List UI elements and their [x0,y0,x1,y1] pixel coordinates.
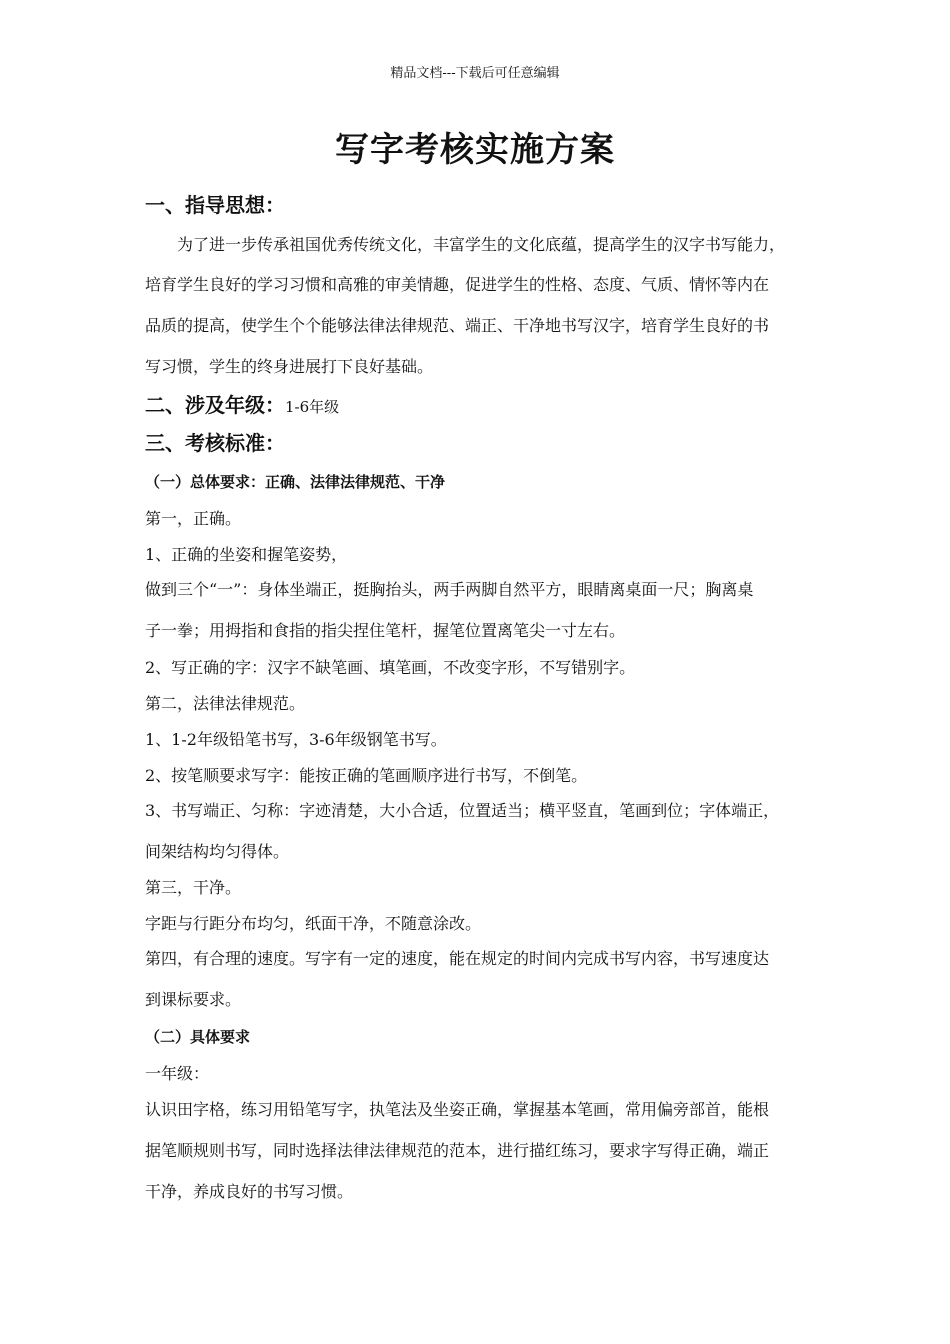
paragraph-line: 品质的提高，使学生个个能够法律法律规范、端正、干净地书写汉字，培育学生良好的书 [145,316,770,335]
paragraph-line: 2、写正确的字：汉字不缺笔画、填笔画，不改变字形，不写错别字。 [145,658,636,677]
section-heading-guiding-thought: 一、指导思想： [145,193,285,217]
subheading-overall-requirements: （一）总体要求：正确、法律法律规范、干净 [145,473,446,491]
subheading-specific-requirements: （二）具体要求 [145,1028,251,1046]
paragraph-line: 子一拳；用拇指和食指的指尖捏住笔杆，握笔位置离笔尖一寸左右。 [145,621,626,640]
paragraph-line: 为了进一步传承祖国优秀传统文化，丰富学生的文化底蕴，提高学生的汉字书写能力， [177,235,786,254]
paragraph-line: 第四，有合理的速度。写字有一定的速度，能在规定的时间内完成书写内容，书写速度达 [145,949,770,968]
document-title: 写字考核实施方案 [335,130,615,170]
paragraph-line: 到课标要求。 [145,990,242,1009]
paragraph-line: 写习惯，学生的终身进展打下良好基础。 [145,357,434,376]
paragraph-line: 2、按笔顺要求写字：能按正确的笔画顺序进行书写，不倒笔。 [145,766,588,785]
page-header: 精品文档---下载后可任意编辑 [390,66,560,81]
paragraph-line: 字距与行距分布均匀，纸面干净，不随意涂改。 [145,914,482,933]
paragraph-line: 第二，法律法律规范。 [145,694,306,713]
paragraph-line: 1、正确的坐姿和握笔姿势， [145,545,348,564]
paragraph-line: 第一，正确。 [145,509,242,528]
paragraph-line: 一年级： [145,1064,210,1083]
paragraph-line: 1、1-2年级铅笔书写，3-6年级钢笔书写。 [145,730,447,749]
paragraph-line: 间架结构均匀得体。 [145,842,290,861]
paragraph-line: 做到三个“一”：身体坐端正，挺胸抬头，两手两脚自然平方，眼睛离桌面一尺；胸离桌 [145,580,754,599]
section-heading-grades-label: 二、涉及年级： [145,393,285,417]
paragraph-line: 3、书写端正、匀称：字迹清楚，大小合适，位置适当；横平竖直，笔画到位；字体端正， [145,801,780,820]
paragraph-line: 第三，干净。 [145,878,242,897]
grades-value: 1-6年级 [285,398,340,416]
section-heading-grades [145,390,815,422]
section-heading-assessment-standards: 三、考核标准： [145,431,285,455]
paragraph-line: 培育学生良好的学习习惯和高雅的审美情趣，促进学生的性格、态度、气质、情怀等内在 [145,275,770,294]
paragraph-line: 认识田字格，练习用铅笔写字，执笔法及坐姿正确，掌握基本笔画，常用偏旁部首，能根 [145,1100,770,1119]
paragraph-line: 干净，养成良好的书写习惯。 [145,1182,354,1201]
paragraph-line: 据笔顺规则书写，同时选择法律法律规范的范本，进行描红练习，要求字写得正确，端正 [145,1141,770,1160]
